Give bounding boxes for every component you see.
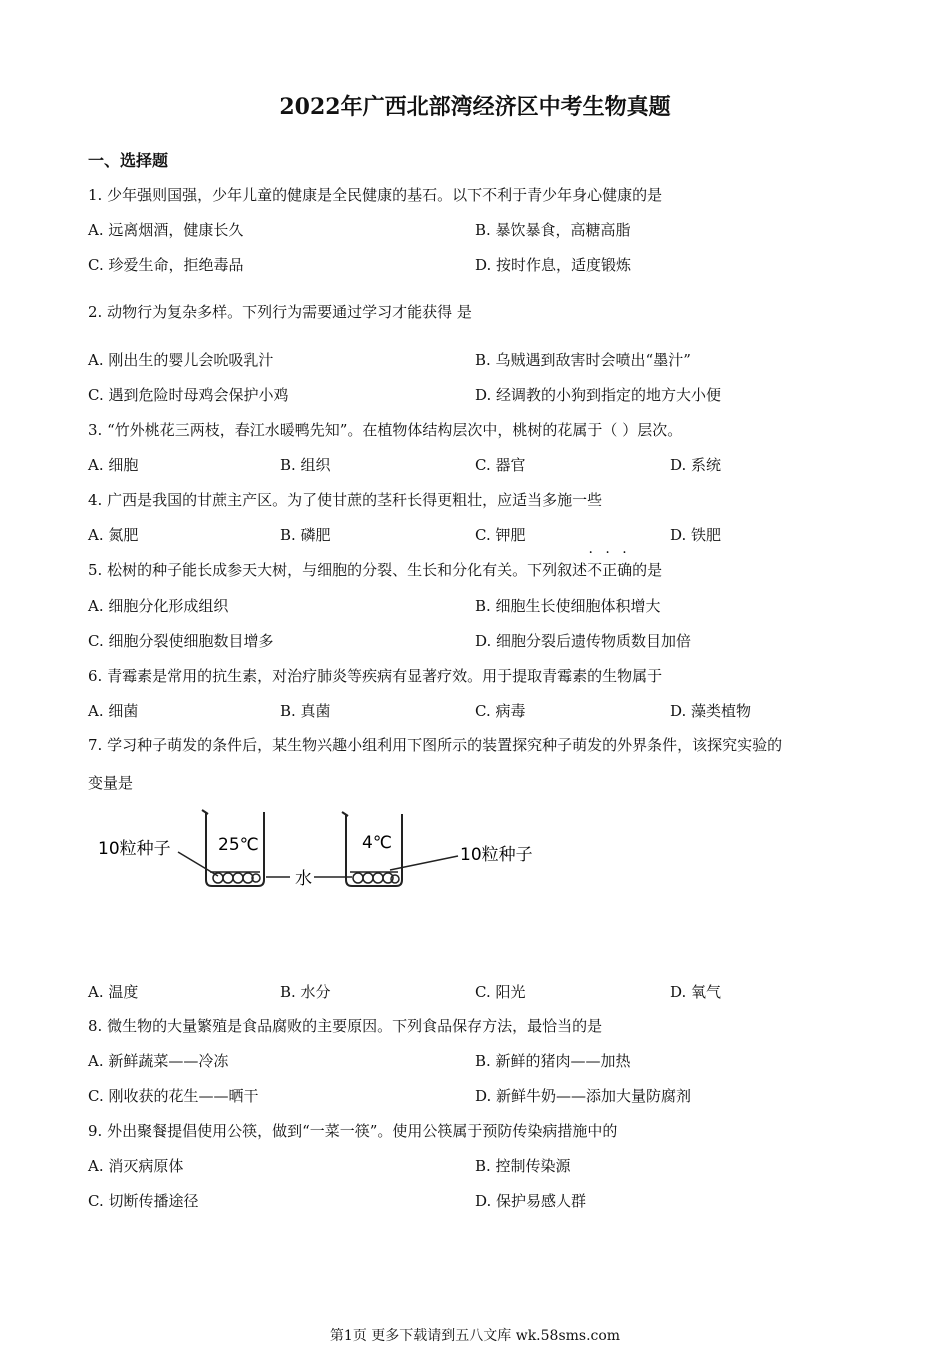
- question-9-option-c: C. 切断传播途径: [88, 1192, 199, 1210]
- question-2-option-b: B. 乌贼遇到敌害时会喷出“墨汁”: [475, 351, 691, 369]
- question-8-option-c: C. 刚收获的花生——晒干: [88, 1087, 259, 1105]
- question-6-stem: 6. 青霉素是常用的抗生素，对治疗肺炎等疾病有显著疗效。用于提取青霉素的生物属于: [88, 667, 663, 685]
- question-6-option-c: C. 病毒: [475, 702, 526, 720]
- question-3-option-b: B. 组织: [280, 456, 331, 474]
- question-5-emphasis: [587, 545, 633, 580]
- question-9-stem: 9. 外出聚餐提倡使用公筷，做到“一菜一筷”。使用公筷属于预防传染病措施中的: [88, 1122, 618, 1140]
- question-9-option-a: A. 消灭病原体: [88, 1157, 184, 1175]
- question-5-emphasis-text: 不正确: [587, 561, 633, 579]
- left-pointer-line: [178, 852, 218, 876]
- question-4-stem: 4. 广西是我国的甘蔗主产区。为了使甘蔗的茎秆长得更粗壮，应适当多施一些: [88, 491, 603, 509]
- page-title: 2022年广西北部湾经济区中考生物真题: [279, 94, 671, 120]
- question-1-option-a: A. 远离烟酒，健康长久: [88, 221, 244, 239]
- question-5-stem-post: 的是: [632, 561, 663, 579]
- question-3-option-c: C. 器官: [475, 456, 526, 474]
- question-5-option-c: C. 细胞分裂使细胞数目增多: [88, 632, 274, 650]
- question-5-stem-pre: 5. 松树的种子能长成参天大树，与细胞的分裂、生长和分化有关。下列叙述: [88, 561, 588, 579]
- question-7-stem-line1: 7. 学习种子萌发的条件后，某生物兴趣小组利用下图所示的装置探究种子萌发的外界条件，该探究实验的: [88, 736, 783, 754]
- question-8-stem: 8. 微生物的大量繁殖是食品腐败的主要原因。下列食品保存方法，最恰当的是: [88, 1017, 603, 1035]
- section-heading: 一、选择题: [88, 151, 169, 170]
- question-4-option-b: B. 磷肥: [280, 526, 331, 544]
- right-pointer-line: [390, 856, 458, 870]
- question-3-option-d: D. 系统: [670, 456, 722, 474]
- emphasis-dots: · · ·: [588, 545, 631, 561]
- question-3-stem: 3. “竹外桃花三两枝，春江水暖鸭先知”。在植物体结构层次中，桃树的花属于（ ）层次。: [88, 421, 683, 439]
- water-label: 水: [295, 869, 312, 889]
- question-1-stem: 1. 少年强则国强，少年儿童的健康是全民健康的基石。以下不利于青少年身心健康的是: [88, 186, 663, 204]
- question-5-stem: [88, 545, 663, 580]
- question-5-option-d: D. 细胞分裂后遗传物质数目加倍: [475, 632, 692, 650]
- question-9-option-b: B. 控制传染源: [475, 1157, 571, 1175]
- page-footer: 第1页 更多下载请到五八文库 wk.58sms.com: [329, 1328, 621, 1344]
- question-8-option-b: B. 新鲜的猪肉——加热: [475, 1052, 631, 1070]
- question-4-option-c: C. 钾肥: [475, 526, 526, 544]
- question-5-option-b: B. 细胞生长使细胞体积增大: [475, 597, 661, 615]
- question-1-option-b: B. 暴饮暴食，高糖高脂: [475, 221, 631, 239]
- question-7-stem-line2: 变量是: [88, 774, 134, 792]
- left-seeds: [213, 873, 260, 883]
- question-3-option-a: A. 细胞: [88, 456, 139, 474]
- question-6-option-b: B. 真菌: [280, 702, 331, 720]
- question-7-option-c: C. 阳光: [475, 983, 526, 1001]
- question-5-option-a: A. 细胞分化形成组织: [88, 597, 229, 615]
- left-temperature: 25℃: [218, 835, 259, 855]
- question-4-option-a: A. 氮肥: [88, 526, 139, 544]
- question-8-option-a: A. 新鲜蔬菜——冷冻: [88, 1052, 229, 1070]
- right-temperature: 4℃: [362, 833, 392, 853]
- question-7-option-b: B. 水分: [280, 983, 331, 1001]
- seed-germination-figure: [90, 800, 550, 910]
- question-1-option-c: C. 珍爱生命，拒绝毒品: [88, 256, 244, 274]
- question-7-option-d: D. 氧气: [670, 983, 722, 1001]
- question-2-option-d: D. 经调教的小狗到指定的地方大小便: [475, 386, 722, 404]
- question-4-option-d: D. 铁肥: [670, 526, 722, 544]
- question-9-option-d: D. 保护易感人群: [475, 1192, 587, 1210]
- right-seed-label: 10粒种子: [460, 845, 533, 865]
- question-7-option-a: A. 温度: [88, 983, 139, 1001]
- question-8-option-d: D. 新鲜牛奶——添加大量防腐剂: [475, 1087, 692, 1105]
- question-1-option-d: D. 按时作息，适度锻炼: [475, 256, 632, 274]
- question-6-option-d: D. 藻类植物: [670, 702, 752, 720]
- question-2-option-c: C. 遇到危险时母鸡会保护小鸡: [88, 386, 289, 404]
- question-2-stem: 2. 动物行为复杂多样。下列行为需要通过学习才能获得 是: [88, 303, 472, 321]
- right-seeds: [353, 873, 399, 883]
- left-seed-label: 10粒种子: [98, 839, 171, 859]
- question-2-option-a: A. 刚出生的婴儿会吮吸乳汁: [88, 351, 274, 369]
- question-6-option-a: A. 细菌: [88, 702, 139, 720]
